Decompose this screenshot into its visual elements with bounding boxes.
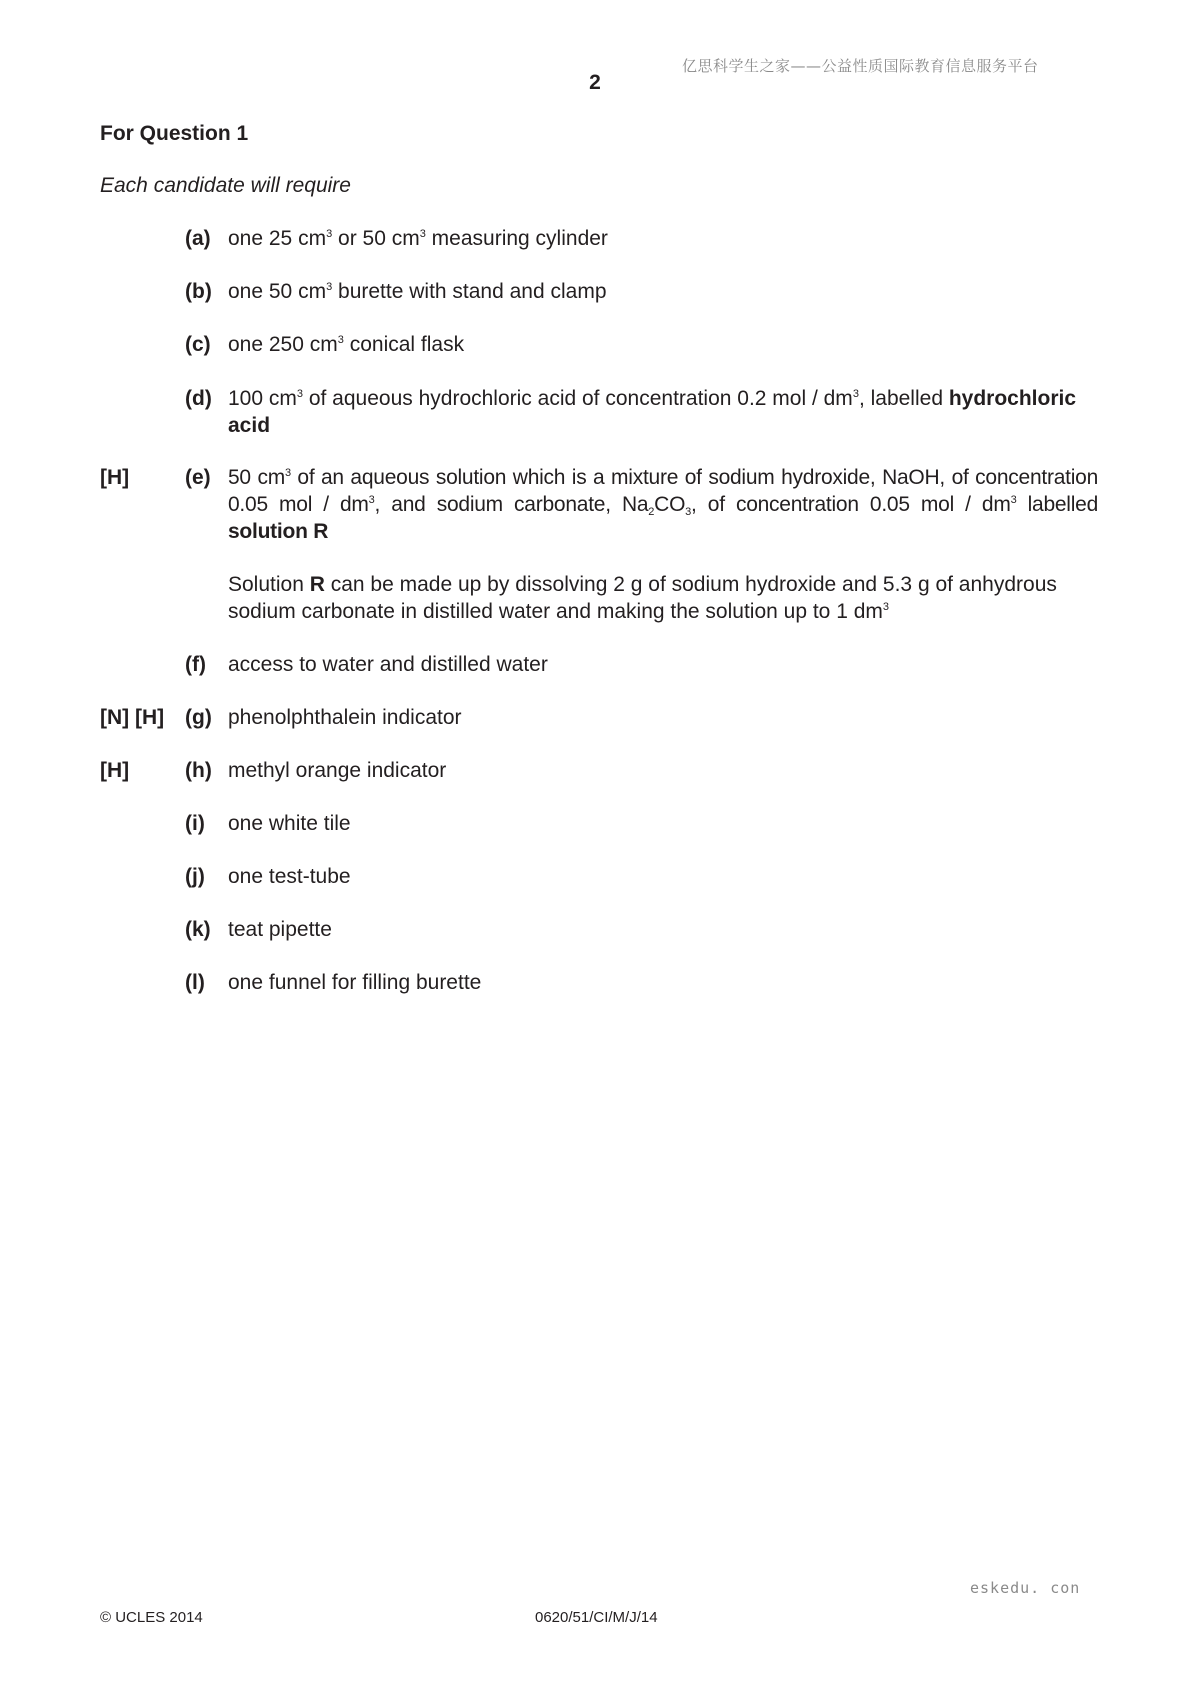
item-text: teat pipette [228, 918, 332, 941]
item-text: access to water and distilled water [228, 653, 548, 676]
item-text: one white tile [228, 812, 351, 835]
item-letter: (f) [185, 653, 206, 676]
tier-tag: [H] [100, 759, 130, 782]
item-letter: (a) [185, 227, 211, 250]
item-letter: (d) [185, 387, 212, 410]
item-note-text: Solution R can be made up by dissolving 2 g of sodium hydroxide and 5.3 g of anhydrous sodium carbonate in distilled water and making the solution up to 1 $dm^3$ [228, 573, 1057, 623]
tier-tag: [H] [100, 466, 130, 489]
footer-copyright: © UCLES 2014 [100, 1609, 203, 1626]
item-text: one 50 $cm^3$ burette with stand and clamp [228, 280, 607, 303]
item-text: 50 $cm^3$ of an aqueous solution which is a mixture of sodium hydroxide, NaOH, of concentration 0.05 mol / $dm^3$, and sodium carbonate, $Na_2CO_3$, of concentration 0.05 mol / $dm^3$ labelled solution R [228, 466, 1099, 543]
item-text: one test-tube [228, 865, 351, 888]
item-text: one 250 $cm^3$ conical flask [228, 333, 465, 356]
item-letter: (h) [185, 759, 212, 782]
item-letter: (e) [185, 466, 211, 489]
item-text: one 25 $cm^3$ or 50 $cm^3$ measuring cylinder [228, 227, 608, 250]
footer-paper-code: 0620/51/CI/M/J/14 [535, 1609, 658, 1626]
question-intro: Each candidate will require [100, 174, 351, 197]
item-letter: (c) [185, 333, 211, 356]
footer-watermark: eskedu. con [970, 1579, 1081, 1597]
item-letter: (k) [185, 918, 211, 941]
tier-tag: [N] [H] [100, 706, 165, 729]
item-letter: (b) [185, 280, 212, 303]
item-letter: (l) [185, 971, 205, 994]
item-letter: (g) [185, 706, 212, 729]
item-letter: (j) [185, 865, 205, 888]
item-text: one funnel for filling burette [228, 971, 482, 994]
item-text: methyl orange indicator [228, 759, 447, 782]
question-title: For Question 1 [100, 122, 249, 145]
item-text: 100 $cm^3$ of aqueous hydrochloric acid of concentration 0.2 mol / $dm^3$, labelled hydrochloric acid [228, 387, 1077, 437]
page-number: 2 [589, 71, 601, 94]
header-watermark: 亿思科学生之家——公益性质国际教育信息服务平台 [682, 57, 1039, 75]
item-text: phenolphthalein indicator [228, 706, 462, 729]
item-letter: (i) [185, 812, 205, 835]
